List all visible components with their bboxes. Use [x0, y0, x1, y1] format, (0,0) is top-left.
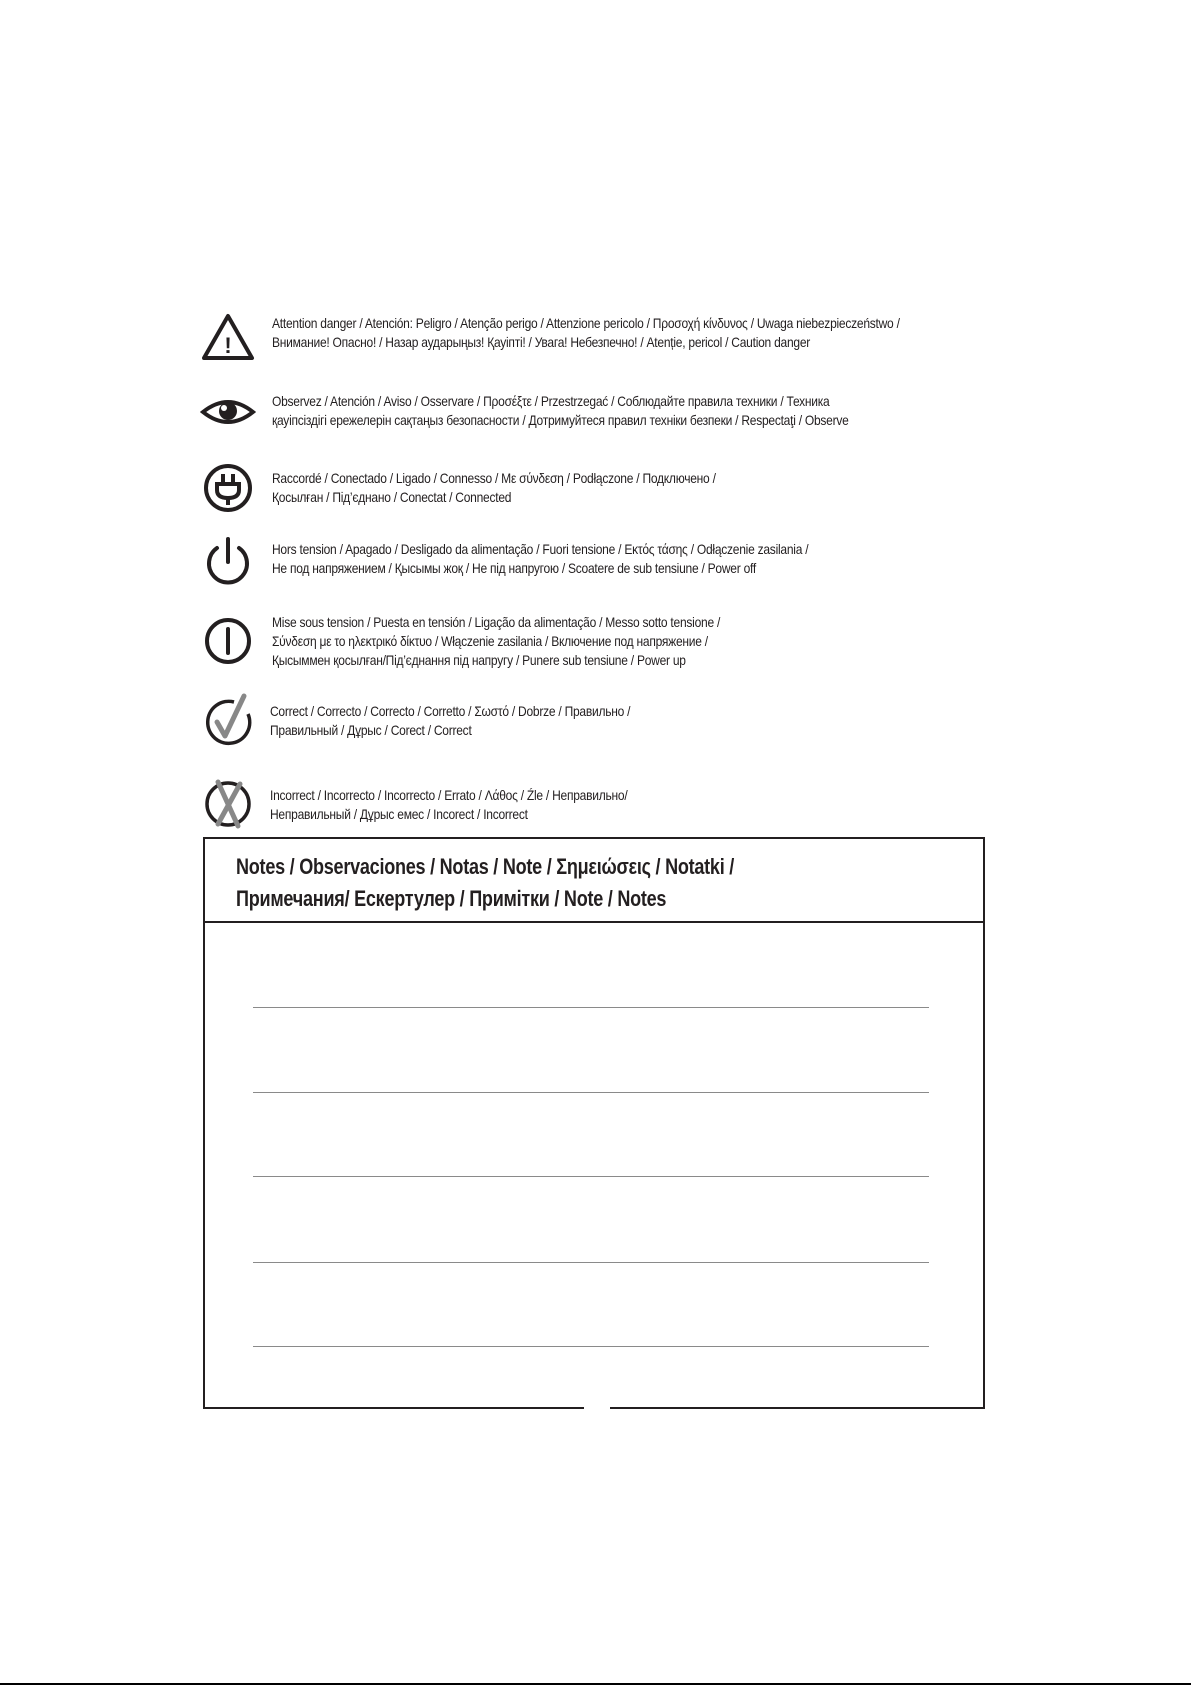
notes-title: Notes / Observaciones / Notas / Note / Σημειώσεις / Notatki / Примечания/ Ескертулер / Примітки / Note / Notes: [236, 854, 735, 911]
incorrect-cross-icon: [200, 776, 256, 832]
eye-icon: [200, 384, 256, 440]
note-line[interactable]: [253, 1176, 929, 1177]
note-line[interactable]: [253, 1262, 929, 1263]
legend-text-connected: Raccordé / Conectado / Ligado / Connesso / Με σύνδεση / Podłączone / Подключено / Қосылған / Під’єднано / Conectat / Connected: [272, 470, 716, 505]
notes-box: [203, 837, 985, 1409]
warning-triangle-icon: [200, 310, 256, 366]
bottom-border-gap: [584, 1405, 610, 1409]
legend-text-danger: Attention danger / Atención: Peligro / Atenção perigo / Attenzione pericolo / Προσοχή κίνδυνος / Uwaga niebezpieczeństwo / Внимание! Опасно! / Назар аударыңыз! Қауіпті! / Увага! Небезпечно! / Atenție, pericol / Caution danger: [272, 315, 900, 350]
plug-icon: [200, 460, 256, 516]
correct-check-icon: [200, 692, 256, 748]
note-line[interactable]: [253, 1007, 929, 1008]
note-line[interactable]: [253, 1346, 929, 1347]
power-off-icon: [200, 534, 256, 590]
legend-text-power-off: Hors tension / Apagado / Desligado da alimentação / Fuori tensione / Εκτός τάσης / Odłączenie zasilania / Не под напряжением / Қысымы жоқ / Не під напругою / Scoatere de sub tensiune / Power off: [272, 541, 809, 576]
note-line[interactable]: [253, 1092, 929, 1093]
legend-text-observe: Observez / Atención / Aviso / Osservare / Προσέξτε / Przestrzegać / Соблюдайте правила техники / Техника қауіпсіздігі ережелерін сақтаңыз безопасности / Дотримуйтеся правил техніки безпеки / Respectaţi / Observe: [272, 393, 849, 428]
svg-text:!: !: [224, 333, 232, 358]
legend-text-power-up: Mise sous tension / Puesta en tensión / Ligação da alimentação / Messo sotto tensione / Σύνδεση με το ηλεκτρικό δίκτυο / Włączenie zasilania / Включение под напряжение / Қысыммен қосылған/Під’єднання під напругу / Punere sub tensiune / Power up: [272, 614, 721, 668]
notes-header: [205, 839, 983, 923]
legend-text-correct: Correct / Correcto / Correcto / Corretto / Σωστό / Dobrze / Правильно / Правильный / Дұрыс / Corect / Correct: [270, 703, 631, 738]
legend-text-incorrect: Incorrect / Incorrecto / Incorrecto / Errato / Λάθος / Źle / Неправильно/ Неправильный / Дұрыс емес / Incorect / Incorrect: [270, 787, 628, 822]
power-up-icon: [200, 613, 256, 669]
